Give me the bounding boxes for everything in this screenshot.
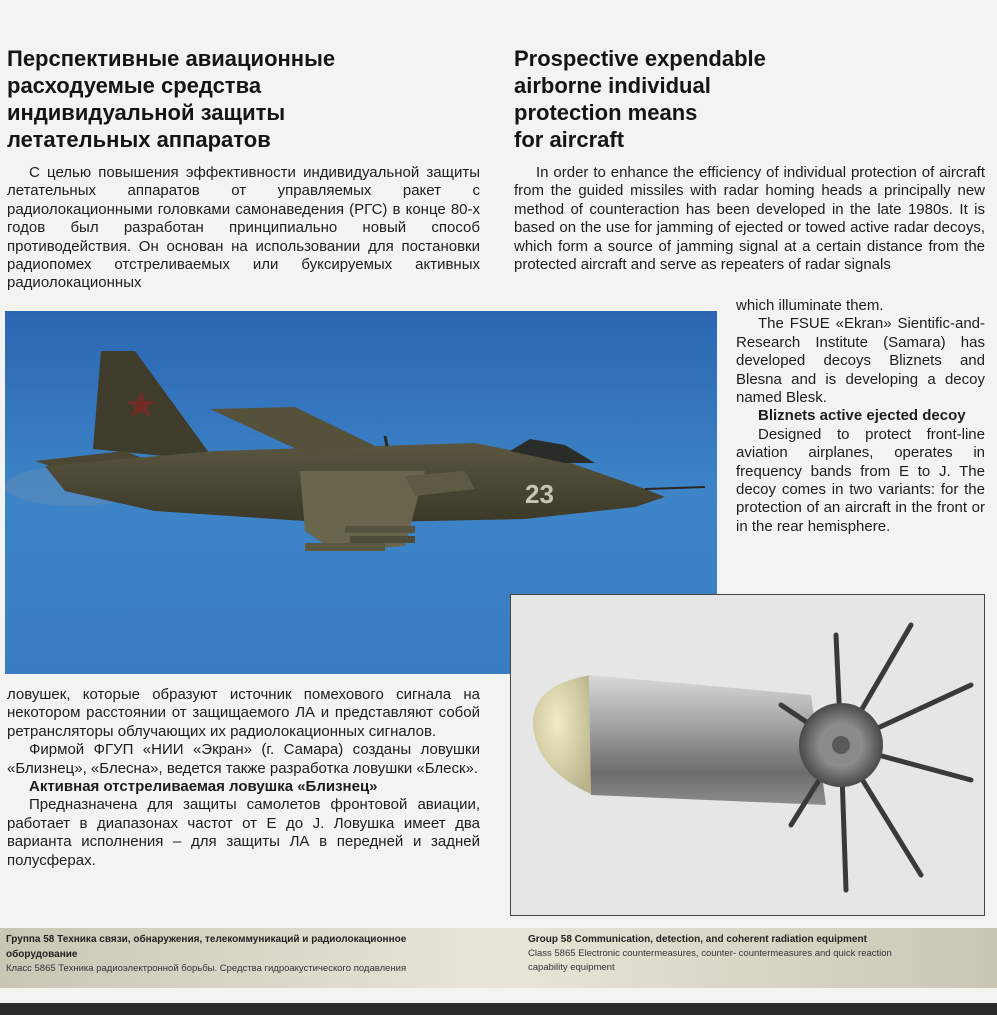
ru-intro: С целью повышения эффективности индивидуальной защиты летательных аппаратов от управляемых ракет с радиолокационными головками самонаведения (РГС) в конце 80-х годов был разработан принципиально новый способ противодействия. Он основан на использовании для постановки радиопомех отстреливаемых или буксируемых активных радиолокационных: [7, 164, 480, 292]
bottom-bar: [0, 1003, 997, 1015]
en-title-line: for aircraft: [514, 127, 625, 152]
aircraft-side-number: 23: [525, 479, 554, 509]
footer-ru-class: Класс 5865 Техника радиоэлектронной борьбы. Средства гидроакустического подавления: [6, 963, 407, 974]
ru-title-line: Перспективные авиационные: [7, 46, 336, 71]
decoy-render: [510, 594, 985, 916]
footer-en: [528, 932, 988, 975]
decoy-body: [589, 675, 826, 805]
footer-ru-group: Группа 58 Техника связи, обнаружения, телекоммуникаций и радиолокационное: [6, 934, 407, 945]
en-subheading: Bliznets active ejected decoy: [758, 407, 966, 425]
footer-ru-group-cont: оборудование: [6, 949, 78, 960]
ru-designed-paragraph: Предназначена для защиты самолетов фронтовой авиации, работает в диапазонах частот от E до J. Ловушка имеет два варианта исполнения – для защиты ЛА в передней и задней полусферах.: [7, 796, 480, 869]
ru-firm-paragraph: Фирмой ФГУП «НИИ «Экран» (г. Самара) созданы ловушки «Близнец», «Блесна», ведется также разработка ловушки «Блеск».: [7, 741, 480, 777]
footer-en-class-cont: capability equipment: [528, 962, 615, 973]
en-designed-paragraph: Designed to protect front-line aviation airplanes, operates in frequency bands from E to J. The decoy comes in two variants: for the protection of an aircraft in the front or in the rear hemisphere.: [736, 425, 985, 535]
footer-ru: [6, 932, 486, 976]
ru-title: [7, 45, 487, 153]
en-title-line: Prospective expendable: [514, 46, 766, 71]
en-title-line: airborne individual: [514, 73, 711, 98]
ru-continuation-block: [7, 686, 480, 870]
ru-title-line: расходуемые средства: [7, 73, 262, 98]
en-title: [514, 45, 984, 153]
footer-en-class: Class 5865 Electronic countermeasures, counter- countermeasures and quick reaction: [528, 948, 892, 959]
en-intro: In order to enhance the efficiency of individual protection of aircraft from the guided missiles with radar homing heads a principally new method of counteraction has been developed in the late 1980s. It is based on the use for jamming of ejected or towed active radar decoys, which form a source of jamming signal at a certain distance from the protected aircraft and serve as repeaters of radar signals: [514, 164, 985, 274]
footer-en-group: Group 58 Communication, detection, and coherent radiation equipment: [528, 934, 867, 945]
ru-intro-block: [7, 164, 480, 293]
ru-subheading: Активная отстреливаемая ловушка «Близнец»: [29, 778, 378, 796]
bliznets-decoy-illustration: [511, 595, 984, 915]
en-intro-block: [514, 164, 985, 274]
ru-title-line: летательных аппаратов: [7, 127, 271, 152]
en-right-column: [736, 297, 985, 536]
en-title-line: protection means: [514, 100, 698, 125]
ru-title-line: индивидуальной защиты: [7, 100, 286, 125]
en-fsue-paragraph: The FSUE «Ekran» Sientific-and-Research Institute (Samara) has developed decoys Bliznets and Blesna and is developing a decoy named Blesk.: [736, 315, 985, 407]
ru-continuation: ловушек, которые образуют источник помехового сигнала на некотором расстоянии от защищаемого ЛА и представляют собой ретрансляторы облучающих их радиолокационных сигналов.: [7, 686, 480, 740]
en-intro-tail: which illuminate them.: [736, 297, 884, 314]
footer-band: [0, 928, 997, 988]
